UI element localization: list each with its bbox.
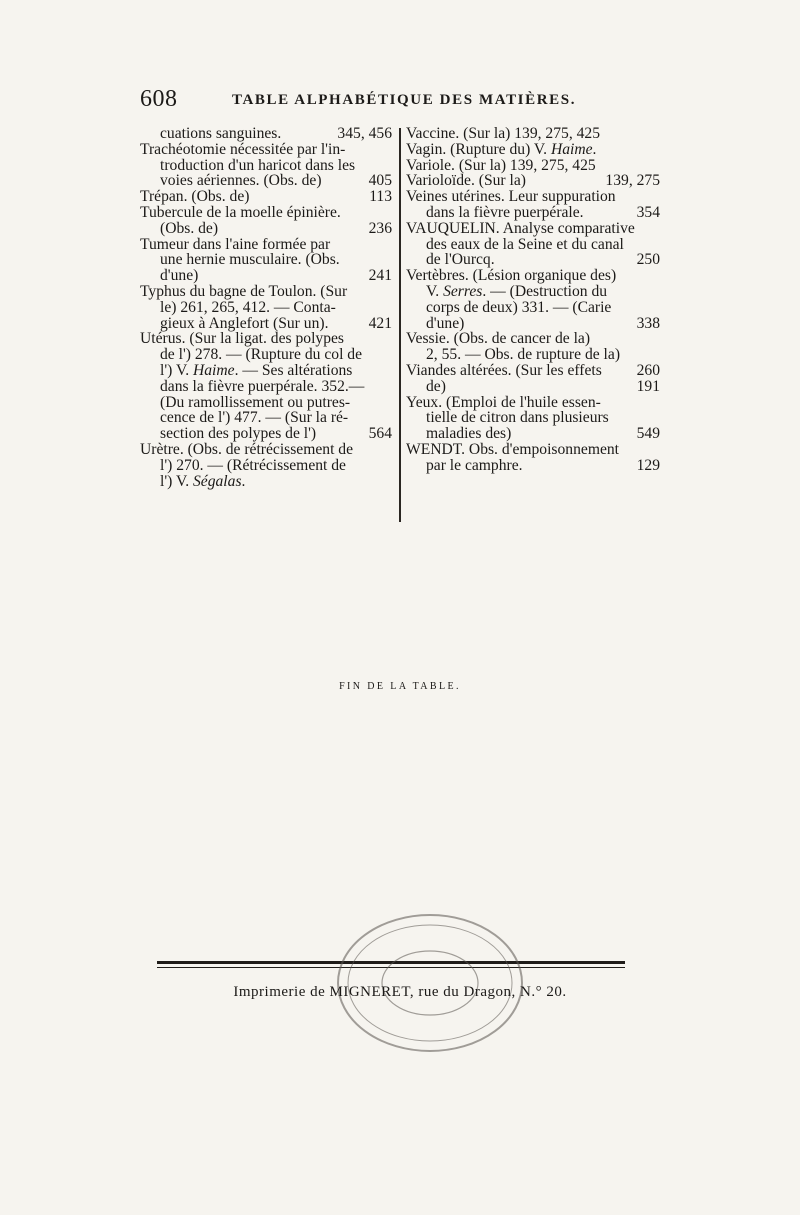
index-entry — [406, 316, 660, 332]
entry-text: Varioloïde. (Sur la) — [406, 172, 526, 190]
index-entry — [140, 379, 392, 395]
index-entry — [406, 221, 660, 237]
entry-text: de l') 278. — (Rupture du col de — [160, 346, 363, 364]
entry-page-ref: 354 — [636, 203, 660, 221]
index-entry — [406, 237, 660, 253]
index-entry — [406, 331, 660, 347]
index-entry — [406, 142, 660, 158]
entry-text: Vagin. (Rupture du) V. Haime. — [406, 140, 597, 158]
index-entry — [406, 363, 660, 379]
entry-text: de) — [426, 377, 446, 395]
index-entry — [406, 410, 660, 426]
index-column-left — [140, 126, 392, 489]
index-entry — [140, 395, 392, 411]
index-entry — [140, 347, 392, 363]
index-entry — [140, 331, 392, 347]
entry-text: Veines utérines. Leur suppuration — [406, 188, 616, 206]
entry-page-ref: 260 — [636, 361, 660, 379]
entry-text: (Obs. de) — [160, 219, 219, 237]
index-entry — [140, 158, 392, 174]
index-entry — [140, 458, 392, 474]
entry-text: voies aériennes. (Obs. de) — [160, 172, 322, 190]
index-entry — [406, 252, 660, 268]
index-entry — [406, 158, 660, 174]
index-entry — [406, 268, 660, 284]
index-entry — [406, 300, 660, 316]
index-entry — [140, 173, 392, 189]
index-entry — [140, 316, 392, 332]
entry-text: Urètre. (Obs. de rétrécissement de — [140, 440, 354, 458]
entry-page-ref: 250 — [636, 251, 660, 269]
index-entry — [406, 395, 660, 411]
entry-text: troduction d'un haricot dans les — [160, 156, 356, 174]
entry-text: Variole. (Sur la) 139, 275, 425 — [406, 156, 596, 174]
entry-text: cuations sanguines. — [160, 125, 282, 142]
entry-text: VAUQUELIN. Analyse comparative — [406, 219, 635, 237]
index-entry — [406, 189, 660, 205]
entry-page-ref: 139, 275 — [605, 172, 660, 190]
entry-page-ref: 549 — [636, 425, 660, 443]
index-entry — [140, 410, 392, 426]
index-entry — [140, 268, 392, 284]
entry-page-ref: 338 — [636, 314, 660, 332]
entry-text: section des polypes de l') — [160, 425, 317, 443]
index-entry — [140, 189, 392, 205]
entry-text: Utérus. (Sur la ligat. des polypes — [140, 330, 344, 348]
end-of-table-note: FIN DE LA TABLE. — [339, 681, 461, 692]
entry-text: Typhus du bagne de Toulon. (Sur — [140, 282, 348, 300]
index-entry — [406, 458, 660, 474]
entry-text: Vaccine. (Sur la) 139, 275, 425 — [406, 125, 601, 142]
entry-text: V. Serres. — (Destruction du — [426, 282, 608, 300]
index-entry — [140, 252, 392, 268]
entry-text: Vertèbres. (Lésion organique des) — [406, 267, 617, 285]
entry-text: par le camphre. — [426, 456, 523, 474]
entry-text: Tubercule de la moelle épinière. — [140, 203, 341, 221]
entry-text: cence de l') 477. — (Sur la ré- — [160, 409, 349, 427]
entry-text: maladies des) — [426, 425, 512, 443]
entry-text: gieux à Anglefort (Sur un). — [160, 314, 329, 332]
entry-text: corps de deux) 331. — (Carie — [426, 298, 612, 316]
entry-text: tielle de citron dans plusieurs — [426, 409, 609, 427]
entry-text: Viandes altérées. (Sur les effets — [406, 361, 602, 379]
entry-page-ref: 191 — [636, 377, 660, 395]
index-entry — [406, 205, 660, 221]
entry-page-ref: 129 — [636, 456, 660, 474]
index-entry — [140, 142, 392, 158]
entry-text: Vessie. (Obs. de cancer de la) — [406, 330, 591, 348]
entry-page-ref: 405 — [368, 172, 392, 190]
entry-text: 2, 55. — Obs. de rupture de la) — [426, 346, 621, 364]
entry-page-ref: 241 — [368, 267, 392, 285]
index-entry — [140, 126, 392, 142]
index-column-right — [406, 126, 660, 474]
column-divider — [399, 128, 401, 522]
index-entry — [406, 347, 660, 363]
library-stamp — [330, 908, 530, 1058]
index-entry — [406, 442, 660, 458]
index-entry — [140, 284, 392, 300]
entry-page-ref: 421 — [368, 314, 392, 332]
entry-text: de l'Ourcq. — [426, 251, 495, 269]
entry-text: dans la fièvre puerpérale. — [426, 203, 584, 221]
index-entry — [140, 237, 392, 253]
entry-page-ref: 113 — [369, 188, 392, 206]
entry-text: l') 270. — (Rétrécissement de — [160, 456, 346, 474]
entry-text: l') V. Haime. — Ses altérations — [160, 361, 353, 379]
entry-text: Trachéotomie nécessitée par l'in- — [140, 140, 346, 158]
running-title: TABLE ALPHABÉTIQUE DES MATIÈRES. — [232, 92, 577, 108]
entry-text: Tumeur dans l'aine formée par — [140, 235, 331, 253]
index-entry — [140, 474, 392, 490]
index-entry — [140, 363, 392, 379]
entry-text: Trépan. (Obs. de) — [140, 188, 250, 206]
printer-imprint: Imprimerie de MIGNERET, rue du Dragon, N.° 20. — [233, 984, 567, 1000]
index-entry — [406, 284, 660, 300]
entry-page-ref: 236 — [368, 219, 392, 237]
entry-page-ref: 564 — [368, 425, 392, 443]
index-entry — [406, 379, 660, 395]
index-entry — [140, 205, 392, 221]
index-entry — [406, 173, 660, 189]
entry-text: dans la fièvre puerpérale. 352.— — [160, 377, 365, 395]
index-entry — [140, 426, 392, 442]
index-entry — [140, 442, 392, 458]
entry-text: l') V. Ségalas. — [160, 472, 246, 490]
index-entry — [140, 300, 392, 316]
entry-text: une hernie musculaire. (Obs. — [160, 251, 340, 269]
entry-text: d'une) — [160, 267, 199, 285]
entry-text: le) 261, 265, 412. — Conta- — [160, 298, 336, 316]
index-entry — [406, 426, 660, 442]
entry-text: WENDT. Obs. d'empoisonnement — [406, 440, 619, 458]
entry-text: d'une) — [426, 314, 465, 332]
index-entry — [406, 126, 660, 142]
page-number: 608 — [140, 86, 178, 112]
entry-text: (Du ramollissement ou putres- — [160, 393, 351, 411]
entry-text: des eaux de la Seine et du canal — [426, 235, 624, 253]
entry-page-ref: 345, 456 — [337, 125, 392, 142]
index-entry — [140, 221, 392, 237]
entry-text: Yeux. (Emploi de l'huile essen- — [406, 393, 601, 411]
page-header — [140, 86, 660, 116]
